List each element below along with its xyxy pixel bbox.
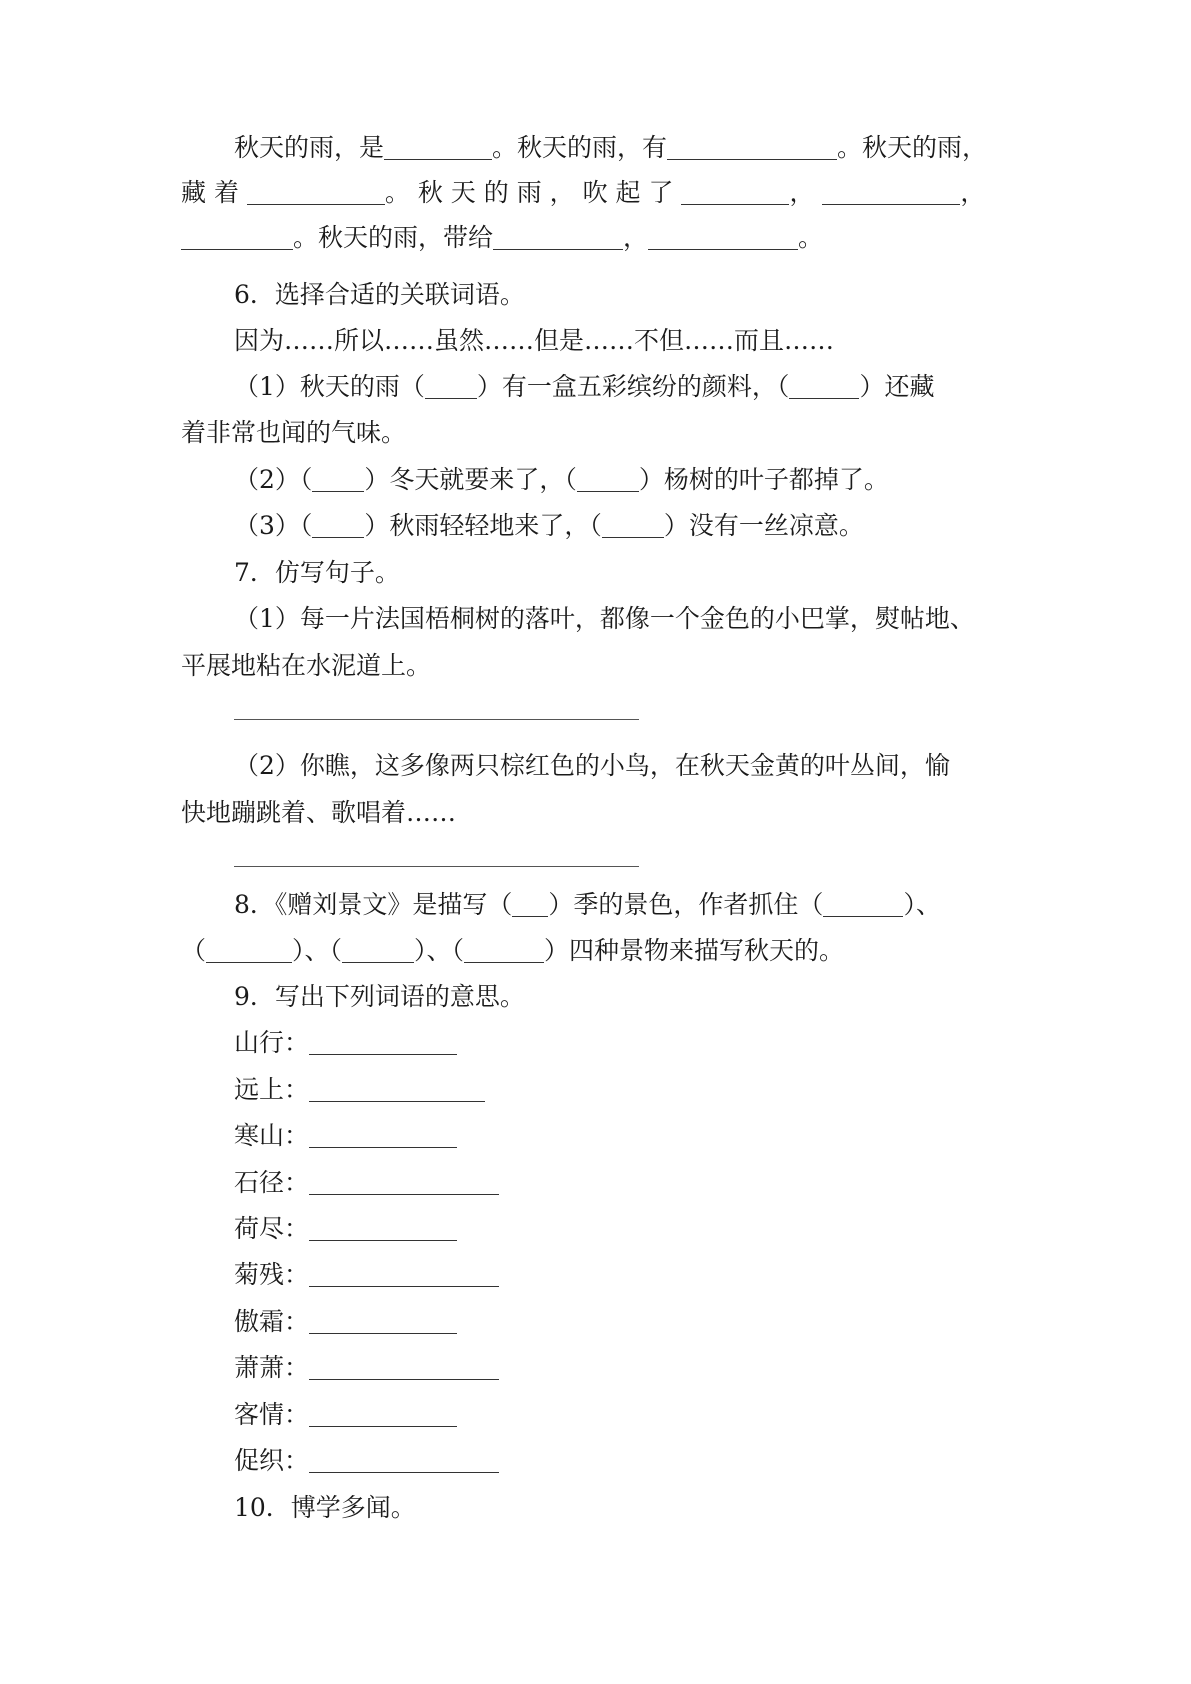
word-label: 菊残： [234, 1260, 310, 1289]
blank[interactable] [312, 461, 364, 492]
text: ）、 [903, 890, 941, 919]
blank[interactable] [789, 368, 859, 399]
q6-title: 6．选择合适的关联词语。 [234, 280, 525, 309]
word-label: 傲霜： [234, 1307, 310, 1336]
answer-blank[interactable] [309, 1210, 457, 1241]
word-label: 荷尽： [234, 1214, 310, 1243]
word-label: 石径： [234, 1168, 310, 1197]
text: 藏 着 [181, 178, 239, 207]
q9-word [234, 1067, 485, 1113]
q6-item-1 [234, 364, 934, 410]
word-label: 促织： [234, 1446, 310, 1475]
word-label: 萧萧： [234, 1353, 310, 1382]
q6-item-1-cont: 着非常也闻的气味。 [181, 418, 407, 447]
text: （2）（ [234, 465, 313, 494]
q9-word [234, 1020, 457, 1066]
word-label: 山行： [234, 1028, 310, 1057]
q7-item-2-cont: 快地蹦跳着、歌唱着…… [181, 798, 457, 827]
blank[interactable] [681, 174, 789, 205]
q8-line-1 [234, 882, 941, 928]
text: 。秋天的雨， [837, 133, 988, 162]
fill-sentence-line-3 [181, 215, 823, 261]
q7-title: 7．仿写句子。 [234, 558, 400, 587]
blank[interactable] [822, 174, 960, 205]
q9-word [234, 1252, 499, 1298]
answer-blank[interactable] [309, 1024, 457, 1055]
q9-word [234, 1345, 499, 1391]
fill-sentence-line-1 [234, 125, 987, 171]
q9-word [234, 1299, 457, 1345]
text: ）、（ [414, 936, 465, 965]
blank[interactable] [602, 507, 664, 538]
blank[interactable] [247, 174, 385, 205]
text: ）有一盒五彩缤纷的颜料，（ [476, 372, 790, 401]
answer-blank[interactable] [309, 1117, 457, 1148]
text: 。秋天的雨，带给 [293, 223, 494, 252]
blank[interactable] [384, 129, 492, 160]
blank[interactable] [206, 932, 292, 963]
text: ）秋雨轻轻地来了，（ [364, 511, 602, 540]
q7-item-1-cont: 平展地粘在水泥道上。 [181, 651, 432, 680]
q9-word [234, 1113, 457, 1159]
text: ， [789, 178, 815, 207]
text: （1）秋天的雨（ [234, 372, 425, 401]
text: ）冬天就要来了，（ [364, 465, 577, 494]
q7-answer-line-1[interactable] [234, 719, 639, 720]
text: ， [960, 178, 986, 207]
text: 秋天的雨，是 [234, 133, 385, 162]
fill-sentence-line-2 [181, 170, 985, 216]
word-label: 客情： [234, 1400, 310, 1429]
blank[interactable] [425, 368, 477, 399]
blank[interactable] [493, 219, 623, 250]
q7-item-2: （2）你瞧，这多像两只棕红色的小鸟，在秋天金黄的叶丛间，愉 [234, 751, 950, 780]
text: 8．《赠刘景文》是描写（ [234, 890, 513, 919]
blank[interactable] [667, 129, 837, 160]
text: ）、（ [292, 936, 343, 965]
q6-item-2 [234, 457, 889, 503]
text: （ [181, 936, 207, 965]
blank[interactable] [312, 507, 364, 538]
q10-title: 10．博学多闻。 [234, 1493, 416, 1522]
text: ）没有一丝凉意。 [663, 511, 864, 540]
text: ）四种景物来描写秋天的。 [544, 936, 845, 965]
answer-blank[interactable] [309, 1164, 499, 1195]
q9-word [234, 1206, 457, 1252]
text: （3）（ [234, 511, 313, 540]
q9-word [234, 1438, 499, 1484]
q7-item-1: （1）每一片法国梧桐树的落叶，都像一个金色的小巴掌，熨帖地、 [234, 604, 975, 633]
q6-item-3 [234, 503, 864, 549]
q8-line-2 [181, 928, 844, 974]
blank[interactable] [823, 886, 903, 917]
q9-word [234, 1160, 499, 1206]
blank[interactable] [512, 886, 548, 917]
text: 。 [798, 223, 824, 252]
text: ）季的景色，作者抓住（ [548, 890, 824, 919]
text: ， [623, 223, 649, 252]
blank[interactable] [577, 461, 639, 492]
answer-blank[interactable] [309, 1303, 457, 1334]
blank[interactable] [342, 932, 414, 963]
text: ）杨树的叶子都掉了。 [638, 465, 889, 494]
word-label: 寒山： [234, 1121, 310, 1150]
q9-word [234, 1392, 457, 1438]
answer-blank[interactable] [309, 1256, 499, 1287]
text: 。秋天的雨，有 [492, 133, 668, 162]
q9-title: 9．写出下列词语的意思。 [234, 982, 525, 1011]
q7-answer-line-2[interactable] [234, 866, 639, 867]
text: 。 秋 天 的 雨 ， 吹 起 了 [384, 178, 674, 207]
answer-blank[interactable] [309, 1071, 485, 1102]
blank[interactable] [181, 219, 293, 250]
blank[interactable] [648, 219, 798, 250]
q6-options: 因为……所以……虽然……但是……不但……而且…… [234, 326, 835, 355]
text: ）还藏 [859, 372, 935, 401]
answer-blank[interactable] [309, 1396, 457, 1427]
answer-blank[interactable] [309, 1442, 499, 1473]
answer-blank[interactable] [309, 1349, 499, 1380]
word-label: 远上： [234, 1075, 310, 1104]
blank[interactable] [464, 932, 544, 963]
